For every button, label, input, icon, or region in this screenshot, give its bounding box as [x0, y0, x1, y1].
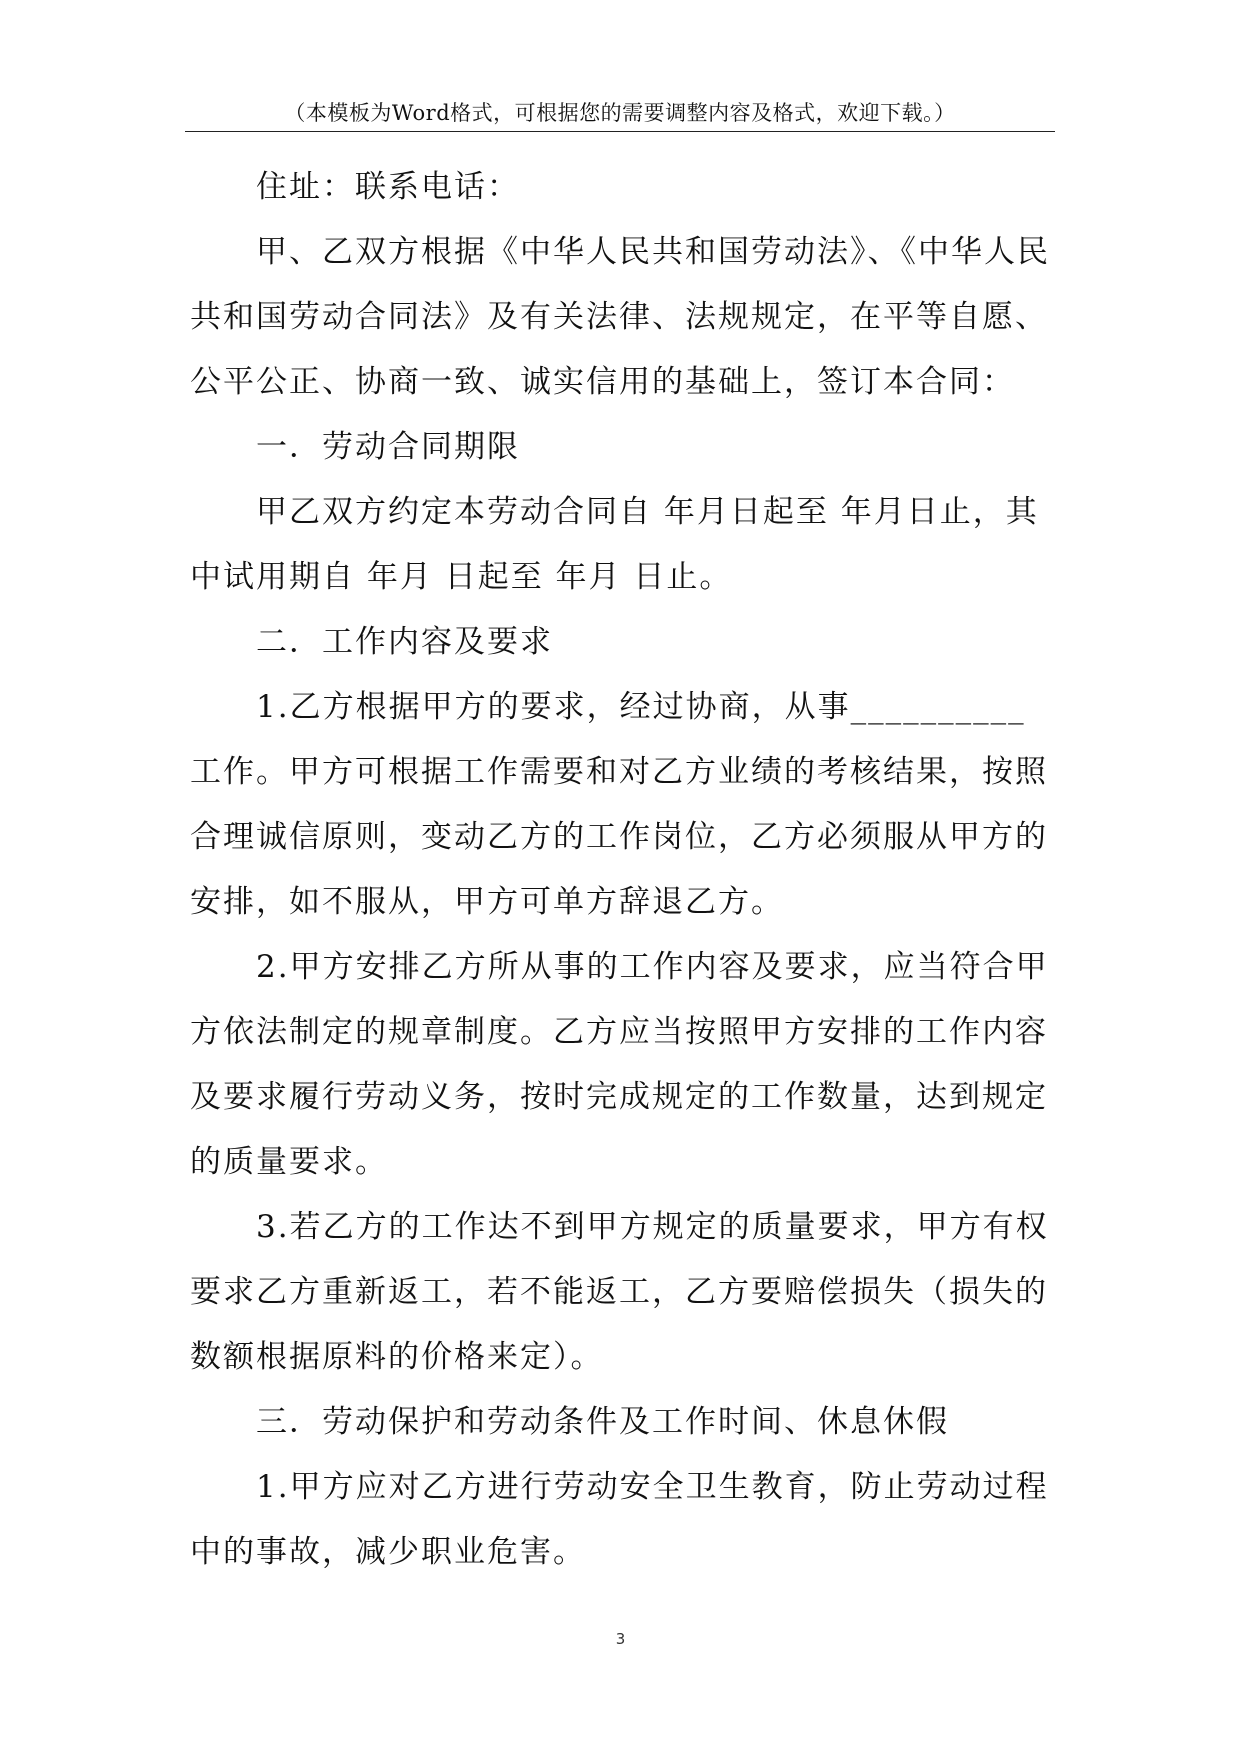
text-line: 安排，如不服从，甲方可单方辞退乙方。	[190, 884, 784, 920]
text-line: 公平公正、协商一致、诚实信用的基础上，签订本合同：	[190, 364, 1015, 400]
text-line: 住址：联系电话：	[256, 169, 520, 205]
text-line: 工作。甲方可根据工作需要和对乙方业绩的考核结果，按照	[190, 754, 1048, 790]
text-line: 中试用期自 年月 日起至 年月 日止。	[190, 559, 733, 595]
text-line: 中的事故，减少职业危害。	[190, 1534, 586, 1570]
section-heading: 二．工作内容及要求	[256, 624, 553, 660]
contract-body	[190, 155, 1052, 1585]
text-line: 要求乙方重新返工，若不能返工，乙方要赔偿损失（损失的	[190, 1274, 1048, 1310]
section-heading: 一．劳动合同期限	[256, 429, 520, 465]
section-heading: 三．劳动保护和劳动条件及工作时间、休息休假	[256, 1404, 949, 1440]
text-line: 的质量要求。	[190, 1144, 388, 1180]
text-line: 及要求履行劳动义务，按时完成规定的工作数量，达到规定	[190, 1079, 1048, 1115]
text-line: 3.若乙方的工作达不到甲方规定的质量要求，甲方有权	[256, 1209, 1049, 1245]
text-line: 合理诚信原则，变动乙方的工作岗位，乙方必须服从甲方的	[190, 819, 1048, 855]
text-line: 1.乙方根据甲方的要求，经过协商，从事__________	[256, 689, 1026, 725]
text-line: 方依法制定的规章制度。乙方应当按照甲方安排的工作内容	[190, 1014, 1048, 1050]
text-line: 1.甲方应对乙方进行劳动安全卫生教育，防止劳动过程	[256, 1469, 1049, 1505]
page-number: 3	[615, 1630, 626, 1648]
header-divider	[185, 131, 1055, 132]
text-line: 甲、乙双方根据《中华人民共和国劳动法》、《中华人民	[256, 234, 1050, 270]
text-line: 共和国劳动合同法》及有关法律、法规规定，在平等自愿、	[190, 299, 1048, 335]
text-line: 数额根据原料的价格来定）。	[190, 1339, 604, 1375]
text-line: 2.甲方安排乙方所从事的工作内容及要求，应当符合甲	[256, 949, 1049, 985]
template-note: （本模板为Word格式，可根据您的需要调整内容及格式，欢迎下载。）	[284, 101, 956, 125]
text-line: 甲乙双方约定本劳动合同自 年月日起至 年月日止，其	[256, 494, 1039, 530]
